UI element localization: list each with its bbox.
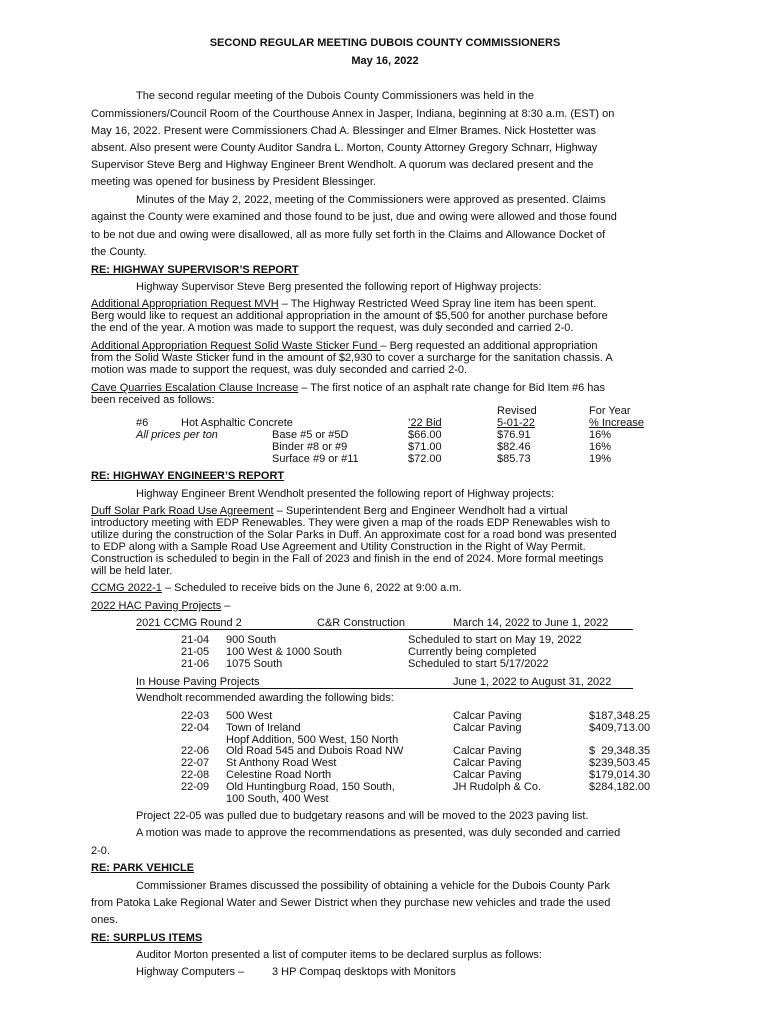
bid-award-number: 22-07 <box>181 757 210 769</box>
bid-award-amount: $284,182.00 <box>589 781 651 793</box>
bid-row-name: Binder #8 or #9 <box>272 441 348 453</box>
mvh-paragraph-line: Berg would like to request an additional appropriation in the amount of $5,500 for another purchase before <box>91 310 608 322</box>
round2-period: March 14, 2022 to June 1, 2022 <box>453 617 609 629</box>
round2-row-number: 21-05 <box>181 646 210 658</box>
park-line: from Patoka Lake Regional Water and Sewer District when they purchase new vehicles and trade the used <box>91 897 611 909</box>
bid-award-road: St Anthony Road West <box>226 757 337 769</box>
supervisor-lead: Highway Supervisor Steve Berg presented the following report of Highway projects: <box>136 281 542 293</box>
duff-paragraph-line: Duff Solar Park Road Use Agreement – Superintendent Berg and Engineer Wendholt had a virtual <box>91 505 568 517</box>
document-title: SECOND REGULAR MEETING DUBOIS COUNTY COMMISSIONERS <box>209 37 561 49</box>
bid-award-road: Town of Ireland <box>226 722 301 734</box>
bid-row-increase: 16% <box>589 441 612 453</box>
motion-line: 2-0. <box>91 845 110 857</box>
motion-line: A motion was made to approve the recommendations as presented, was duly seconded and carried <box>136 827 621 839</box>
duff-paragraph-line: will be held later. <box>91 565 173 577</box>
bid-award-amount: $ 29,348.35 <box>589 745 651 757</box>
bid-award-amount: $187,348.25 <box>589 710 651 722</box>
hac-line: 2022 HAC Paving Projects – <box>91 600 231 612</box>
section-heading-surplus: RE: SURPLUS ITEMS <box>91 932 203 944</box>
intro-line: The second regular meeting of the Dubois County Commissioners was held in the <box>136 90 535 102</box>
section-heading-park: RE: PARK VEHICLE <box>91 862 195 874</box>
minutes-line: to be not due and owing were disallowed, all as more fully set forth in the Claims and Allowance Docket of <box>91 229 606 241</box>
bid-award-vendor: Calcar Paving <box>453 745 522 757</box>
bid-award-number: 22-03 <box>181 710 210 722</box>
bid-award-road-continued: Hopf Addition, 500 West, 150 North <box>226 734 399 746</box>
bid-price-note: All prices per ton <box>136 429 218 441</box>
minutes-line: against the County were examined and those found to be just, due and owing were allowed and those found <box>91 211 617 223</box>
bid-item-name: Hot Asphaltic Concrete <box>181 417 293 429</box>
round2-row-road: 900 South <box>226 634 277 646</box>
bid-award-vendor: Calcar Paving <box>453 710 522 722</box>
bid-row-revised: $85.73 <box>497 453 531 465</box>
bid-column-date: 5-01-22 <box>497 417 535 429</box>
cave-quarries-paragraph-line: Cave Quarries Escalation Clause Increase – The first notice of an asphalt rate change for Bid Item #6 has <box>91 382 606 394</box>
bid-award-road-continued: 100 South, 400 West <box>226 793 329 805</box>
round2-name: 2021 CCMG Round 2 <box>136 617 242 629</box>
bid-row-name: Surface #9 or #11 <box>272 453 359 465</box>
bid-award-vendor: Calcar Paving <box>453 757 522 769</box>
bid-column-22-bid: ’22 Bid <box>408 417 442 429</box>
bid-award-vendor: JH Rudolph & Co. <box>453 781 542 793</box>
round2-row-status: Scheduled to start 5/17/2022 <box>408 658 549 670</box>
solid-waste-paragraph-line: Additional Appropriation Request Solid Waste Sticker Fund – Berg requested an additional appropriation <box>91 340 598 352</box>
round2-row-road: 1075 South <box>226 658 283 670</box>
park-line: ones. <box>91 914 118 926</box>
section-heading-supervisor: RE: HIGHWAY SUPERVISOR’S REPORT <box>91 264 299 276</box>
bid-row-revised: $82.46 <box>497 441 531 453</box>
minutes-line: Minutes of the May 2, 2022, meeting of the Commissioners were approved as presented. Claims <box>136 194 606 206</box>
solid-waste-paragraph-line: motion was made to support the request, was duly seconded and carried 2-0. <box>91 364 468 376</box>
ccmg-title: CCMG 2022-1 <box>91 582 162 594</box>
bid-award-number: 22-08 <box>181 769 210 781</box>
duff-paragraph-line: introductory meeting with EDP Renewables. They were given a map of the roads EDP Renewables wish to <box>91 517 611 529</box>
round2-row-status: Scheduled to start on May 19, 2022 <box>408 634 582 646</box>
solid-waste-paragraph-line: from the Solid Waste Sticker fund in the amount of $2,930 to cover a surcharge for the sanitation chassis. A <box>91 352 613 364</box>
solid-waste-title: Additional Appropriation Request Solid Waste Sticker Fund <box>91 340 381 352</box>
intro-line: Commissioners/Council Room of the Courthouse Annex in Jasper, Indiana, beginning at 8:30 a.m. (EST) on <box>91 108 615 120</box>
bid-award-road: 500 West <box>226 710 273 722</box>
bid-row-revised: $76.91 <box>497 429 531 441</box>
section-heading-engineer: RE: HIGHWAY ENGINEER’S REPORT <box>91 470 285 482</box>
bid-item-number: #6 <box>136 417 149 429</box>
inhouse-period: June 1, 2022 to August 31, 2022 <box>453 676 612 688</box>
bid-award-amount: $239,503.45 <box>589 757 651 769</box>
bid-award-number: 22-06 <box>181 745 210 757</box>
intro-line: Supervisor Steve Berg and Highway Engineer Brent Wendholt. A quorum was declared present and the <box>91 159 594 171</box>
duff-title: Duff Solar Park Road Use Agreement <box>91 505 274 517</box>
bid-column-increase: % Increase <box>589 417 645 429</box>
round2-row-road: 100 West & 1000 South <box>226 646 342 658</box>
cave-quarries-title: Cave Quarries Escalation Clause Increase <box>91 382 299 394</box>
bid-award-amount: $409,713.00 <box>589 722 651 734</box>
surplus-item-label: Highway Computers – <box>136 966 245 978</box>
bid-award-amount: $179,014.30 <box>589 769 651 781</box>
intro-line: absent. Also present were County Auditor Sandra L. Morton, County Attorney Gregory Schnarr, Highway <box>91 142 598 154</box>
project-note: Project 22-05 was pulled due to budgetary reasons and will be moved to the 2023 paving list. <box>136 810 589 822</box>
inhouse-lead: Wendholt recommended awarding the following bids: <box>136 692 394 704</box>
bid-row-name: Base #5 or #5D <box>272 429 349 441</box>
duff-paragraph-line: to EDP along with a Sample Road Use Agreement and Utility Construction in the Right of Way Permit. <box>91 541 586 553</box>
mvh-paragraph-line: Additional Appropriation Request MVH – The Highway Restricted Weed Spray line item has been spent. <box>91 298 597 310</box>
bid-award-vendor: Calcar Paving <box>453 722 522 734</box>
round2-contractor: C&R Construction <box>317 617 406 629</box>
ccmg-line: CCMG 2022-1 – Scheduled to receive bids on the June 6, 2022 at 9:00 a.m. <box>91 582 462 594</box>
bid-row-bid: $71.00 <box>408 441 442 453</box>
bid-award-number: 22-09 <box>181 781 210 793</box>
inhouse-name: In House Paving Projects <box>136 676 260 688</box>
round2-row-status: Currently being completed <box>408 646 537 658</box>
bid-row-increase: 19% <box>589 453 612 465</box>
surplus-lead: Auditor Morton presented a list of computer items to be declared surplus as follows: <box>136 949 542 961</box>
bid-award-road: Old Road 545 and Dubois Road NW <box>226 745 404 757</box>
bid-award-road: Old Huntingburg Road, 150 South, <box>226 781 395 793</box>
bid-row-increase: 16% <box>589 429 612 441</box>
bid-table-header-for-year: For Year <box>589 405 631 417</box>
minutes-line: the County. <box>91 246 147 258</box>
duff-paragraph-line: Construction is scheduled to begin in the Fall of 2023 and finish in the end of 2024. More formal meetings <box>91 553 604 565</box>
round2-row-number: 21-06 <box>181 658 210 670</box>
intro-line: May 16, 2022. Present were Commissioners Chad A. Blessinger and Elmer Brames. Nick Hostetter was <box>91 125 596 137</box>
bid-award-number: 22-04 <box>181 722 210 734</box>
bid-award-vendor: Calcar Paving <box>453 769 522 781</box>
bid-table-header-revised: Revised <box>497 405 537 417</box>
intro-line: meeting was opened for business by President Blessinger. <box>91 176 376 188</box>
round2-row-number: 21-04 <box>181 634 210 646</box>
duff-paragraph-line: utilize during the construction of the Solar Parks in Duff. An approximate cost for a road bond was presented <box>91 529 617 541</box>
cave-quarries-paragraph-line: been received as follows: <box>91 394 215 406</box>
park-line: Commissioner Brames discussed the possibility of obtaining a vehicle for the Dubois County Park <box>136 880 610 892</box>
bid-row-bid: $72.00 <box>408 453 442 465</box>
mvh-title: Additional Appropriation Request MVH <box>91 298 279 310</box>
engineer-lead: Highway Engineer Brent Wendholt presented the following report of Highway projects: <box>136 488 555 500</box>
hac-title: 2022 HAC Paving Projects <box>91 600 222 612</box>
surplus-item-value: 3 HP Compaq desktops with Monitors <box>272 966 456 978</box>
bid-row-bid: $66.00 <box>408 429 442 441</box>
meeting-date: May 16, 2022 <box>351 55 419 67</box>
mvh-paragraph-line: the end of the year. A motion was made to support the request, was duly seconded and carried 2-0. <box>91 322 574 334</box>
bid-award-road: Celestine Road North <box>226 769 332 781</box>
